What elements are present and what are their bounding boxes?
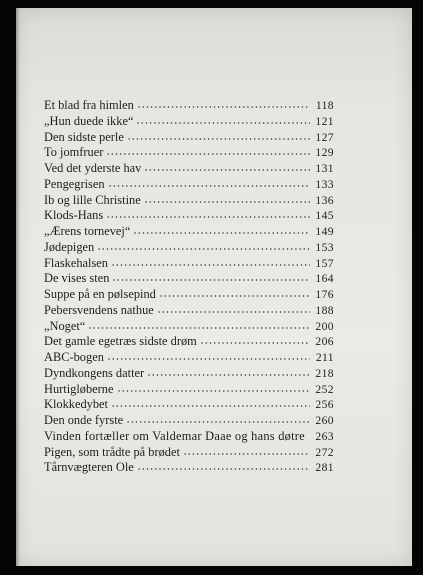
entry-title: Pebersvendens nathue xyxy=(44,302,154,317)
dot-leader xyxy=(127,137,310,141)
toc-entry xyxy=(44,240,334,256)
entry-title: „Ærens tornevej“ xyxy=(44,224,131,238)
toc-entry xyxy=(44,98,334,114)
page-number: 145 xyxy=(315,209,334,223)
dot-leader xyxy=(117,389,310,393)
entry-title: Tårnvægteren Ole xyxy=(44,460,134,475)
entry-title: De vises sten xyxy=(44,271,110,286)
toc-entry xyxy=(44,460,334,476)
entry-title: Pigen, som trådte på brødet xyxy=(44,444,180,459)
page-number: 153 xyxy=(315,240,334,254)
dot-leader xyxy=(107,357,310,361)
dot-leader xyxy=(111,263,310,267)
page-number: 118 xyxy=(315,99,334,112)
toc-entry xyxy=(44,224,334,240)
toc-entry xyxy=(44,366,334,382)
dot-leader xyxy=(97,247,310,251)
dot-leader xyxy=(126,420,310,424)
toc-entry xyxy=(44,130,334,146)
page-number: 136 xyxy=(315,193,334,207)
page-number: 263 xyxy=(315,429,334,443)
page-number: 252 xyxy=(315,382,334,396)
page-number: 157 xyxy=(315,256,334,270)
page-number: 164 xyxy=(315,272,334,286)
dot-leader xyxy=(88,326,310,330)
toc-entry xyxy=(44,145,334,161)
dot-leader xyxy=(112,278,310,282)
dot-leader xyxy=(200,341,310,345)
entry-title: Ib og lille Christine xyxy=(44,192,141,207)
page-number: 256 xyxy=(315,398,334,412)
dot-leader xyxy=(111,404,310,408)
page-number: 206 xyxy=(315,335,334,349)
entry-title: To jomfruer xyxy=(44,145,104,160)
dot-leader xyxy=(108,184,310,188)
entry-title: Det gamle egetræs sidste drøm xyxy=(44,334,197,349)
toc-entry xyxy=(44,350,334,366)
entry-title: Et blad fra himlen xyxy=(44,98,134,112)
entry-title: Hurtigløberne xyxy=(44,381,114,396)
entry-title: Den onde fyrste xyxy=(44,413,124,427)
toc-entry xyxy=(44,382,334,398)
toc-entry xyxy=(44,208,334,224)
page-number: 281 xyxy=(315,461,334,475)
entry-title: „Noget“ xyxy=(44,318,86,333)
toc-entry xyxy=(44,256,334,272)
entry-title: Jødepigen xyxy=(44,239,95,254)
page-number: 176 xyxy=(315,288,334,301)
toc-entry xyxy=(44,334,334,350)
page-number: 127 xyxy=(315,130,334,144)
page-number: 272 xyxy=(315,445,334,459)
dot-leader xyxy=(136,121,310,125)
page-number: 218 xyxy=(315,366,334,380)
toc-entry xyxy=(44,161,334,177)
page-number: 121 xyxy=(315,114,334,128)
toc-entry xyxy=(44,177,334,193)
dot-leader xyxy=(106,152,310,156)
entry-title: Den sidste perle xyxy=(44,129,124,144)
dot-leader xyxy=(147,373,310,377)
dot-leader xyxy=(183,452,310,456)
page-number: 131 xyxy=(315,162,334,175)
entry-title: ABC-bogen xyxy=(44,350,104,364)
entry-title: Ved det yderste hav xyxy=(44,161,142,175)
toc-entry xyxy=(44,114,334,130)
entry-title: Klokkedybet xyxy=(44,397,109,412)
entry-title: Flaskehalsen xyxy=(44,255,109,270)
dot-leader xyxy=(133,231,310,235)
page-number: 129 xyxy=(315,146,334,160)
toc-entry xyxy=(44,429,334,445)
page-number: 133 xyxy=(315,177,334,191)
toc-entry xyxy=(44,397,334,413)
entry-title: Dyndkongens datter xyxy=(44,365,145,380)
page-number: 188 xyxy=(315,303,334,317)
entry-title: Klods-Hans xyxy=(44,208,104,223)
page-number: 200 xyxy=(315,319,334,333)
dot-leader xyxy=(159,294,310,298)
dot-leader xyxy=(106,215,310,219)
page-edge-shadow xyxy=(16,8,20,566)
toc-entry xyxy=(44,287,334,303)
toc-entry xyxy=(44,413,334,429)
toc-entry xyxy=(44,193,334,209)
entry-title: „Hun duede ikke“ xyxy=(44,113,134,128)
dot-leader xyxy=(144,200,310,204)
toc-entry xyxy=(44,303,334,319)
toc-entry xyxy=(44,271,334,287)
page-number: 149 xyxy=(315,225,334,238)
toc-entry xyxy=(44,445,334,461)
entry-title: Pengegrisen xyxy=(44,176,105,191)
toc-entry xyxy=(44,319,334,335)
entry-title: Vinden fortæller om Valdemar Daae og hans døtre xyxy=(44,428,305,443)
page-number: 211 xyxy=(315,351,334,364)
dot-leader xyxy=(137,105,310,109)
dot-leader xyxy=(157,310,310,314)
page-number: 260 xyxy=(315,414,334,427)
dot-leader xyxy=(144,168,310,172)
dot-leader xyxy=(137,467,310,471)
entry-title: Suppe på en pølsepind xyxy=(44,287,156,301)
table-of-contents xyxy=(44,98,334,476)
